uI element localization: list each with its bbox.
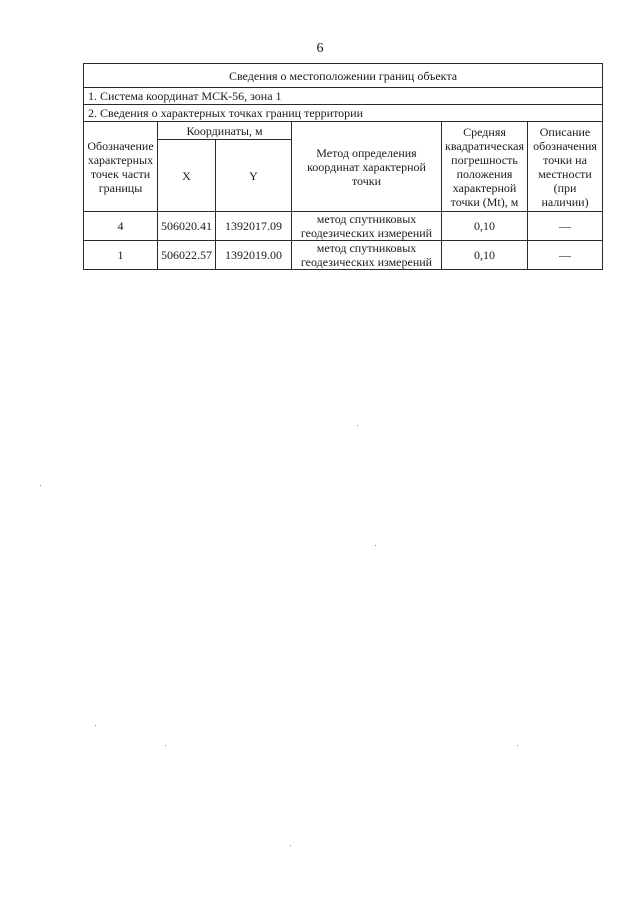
section-title-row: 2. Сведения о характерных точках границ территории [84, 105, 603, 122]
boundary-table [83, 63, 603, 270]
coord-y: 1392019.00 [216, 241, 292, 270]
error-value: 0,10 [442, 212, 528, 241]
table-row [84, 241, 603, 270]
scan-speck [375, 545, 376, 546]
error-value: 0,10 [442, 241, 528, 270]
scan-speck [357, 425, 358, 426]
coordinate-system-row: 1. Система координат МСК-56, зона 1 [84, 88, 603, 105]
scan-speck [165, 745, 166, 746]
header-y: Y [216, 140, 292, 212]
header-designation: Обозначение характерных точек части границы [84, 122, 158, 212]
header-coordinates: Координаты, м [158, 122, 292, 140]
scan-speck [517, 745, 518, 746]
table-title: Сведения о местоположении границ объекта [84, 64, 603, 88]
page-number: 6 [316, 41, 324, 56]
header-x: X [158, 140, 216, 212]
header-description: Описание обозначения точки на местности (при наличии) [528, 122, 603, 212]
description: — [528, 212, 603, 241]
method: метод спутниковых геодезических измерений [292, 241, 442, 270]
point-id: 1 [84, 241, 158, 270]
table-row [84, 212, 603, 241]
coord-x: 506020.41 [158, 212, 216, 241]
scan-speck [40, 485, 41, 486]
header-method: Метод определения координат характерной точки [292, 122, 442, 212]
coord-y: 1392017.09 [216, 212, 292, 241]
scan-speck [290, 845, 291, 846]
method: метод спутниковых геодезических измерений [292, 212, 442, 241]
coord-x: 506022.57 [158, 241, 216, 270]
description: — [528, 241, 603, 270]
point-id: 4 [84, 212, 158, 241]
scan-speck [95, 725, 96, 726]
header-error: Средняя квадратическая погрешность положения характерной точки (Mt), м [442, 122, 528, 212]
